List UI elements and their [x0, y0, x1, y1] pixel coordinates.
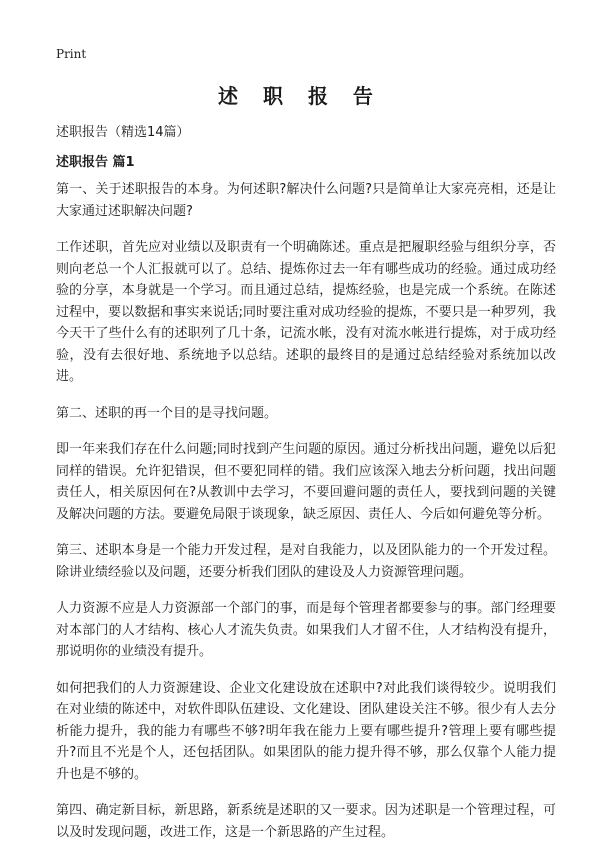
paragraph-5: 第三、述职本身是一个能力开发过程，是对自我能力，以及团队能力的一个开发过程。除讲业绩经验以及问题，还要分析我们团队的建设及人力资源管理问题。 — [56, 543, 556, 580]
section-heading: 述职报告 篇1 — [56, 155, 135, 170]
paragraph-6: 人力资源不应是人力资源部一个部门的事，而是每个管理者都要参与的事。部门经理要对本部门的人才结构、核心人才流失负责。如果我们人才留不住，人才结构没有提升，那说明你的业绩没有提升。 — [56, 601, 556, 659]
document-subtitle: 述职报告（精选14篇） — [56, 125, 190, 140]
document-title: 述 职 报 告 — [218, 84, 382, 108]
paragraph-7: 如何把我们的人力资源建设、企业文化建设放在述职中?对此我们谈得较少。说明我们在对业绩的陈述中，对软件即队伍建设、文化建设、团队建设关注不够。很少有人去分析能力提升，我的能力有哪些不够?明年我在能力上要有哪些提升?管理上要有哪些提升?而且不光是个人，还包括团队。如果团队的能力提升得不够，那么仅靠个人能力提升也是不够的。 — [56, 680, 556, 782]
paragraph-2: 工作述职，首先应对业绩以及职责有一个明确陈述。重点是把履职经验与组织分享，否则向老总一个人汇报就可以了。总结、提炼你过去一年有哪些成功的经验。通过成功经验的分享，本身就是一个学习。而且通过总结，提炼经验，也是完成一个系统。在陈述过程中，要以数据和事实来说话;同时要注重对成功经验的提炼，不要只是一种罗列，我今天干了些什么有的述职列了几十条，记流水帐，没有对流水帐进行提炼，对于成功经验，没有去很好地、系统地予以总结。述职的最终目的是通过总结经验对系统加以改进。 — [56, 240, 556, 384]
paragraph-8: 第四、确定新目标，新思路，新系统是述职的又一要求。因为述职是一个管理过程，可以及时发现问题，改进工作，这是一个新思路的产生过程。 — [56, 803, 556, 840]
body-text — [56, 179, 556, 858]
paragraph-3: 第二、述职的再一个目的是寻找问题。 — [56, 405, 278, 421]
paragraph-1: 第一、关于述职报告的本身。为何述职?解决什么问题?只是简单让大家亮亮相，还是让大家通过述职解决问题? — [56, 182, 556, 219]
paragraph-4: 即一年来我们存在什么问题;同时找到产生问题的原因。通过分析找出问题，避免以后犯同样的错误。允许犯错误，但不要犯同样的错。我们应该深入地去分析问题，找出问题责任人，相关原因何在?从教训中去学习，不要回避问题的责任人，要找到问题的关键及解决问题的方法。要避免局限于谈现象，缺乏原因、责任人、今后如何避免等分析。 — [56, 442, 556, 522]
print-link[interactable]: Print — [56, 47, 87, 61]
